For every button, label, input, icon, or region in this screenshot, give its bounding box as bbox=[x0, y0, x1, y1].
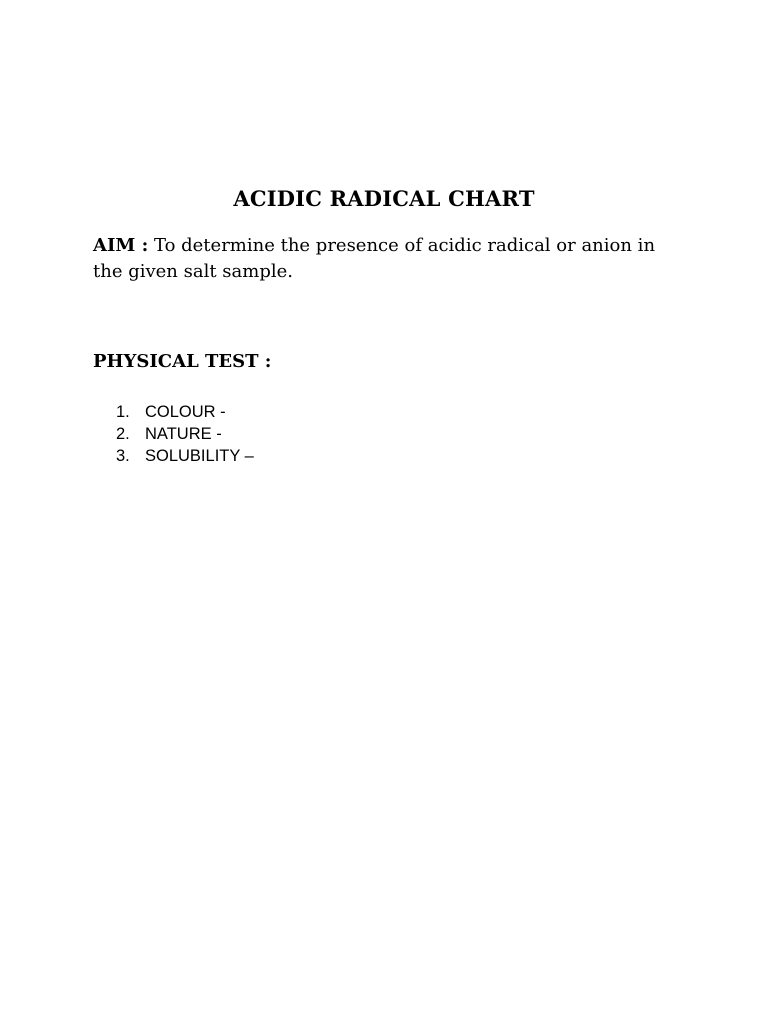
physical-test-list bbox=[116, 401, 254, 467]
physical-test-heading: PHYSICAL TEST : bbox=[93, 351, 272, 372]
list-item-number: 1. bbox=[116, 403, 130, 421]
list-item-label: SOLUBILITY – bbox=[145, 447, 254, 465]
page-title: ACIDIC RADICAL CHART bbox=[233, 186, 535, 211]
aim-label: AIM : bbox=[93, 235, 149, 256]
aim-paragraph bbox=[93, 233, 673, 285]
list-item-label: NATURE - bbox=[145, 425, 222, 443]
aim-text: To determine the presence of acidic radical or anion in the given salt sample. bbox=[93, 235, 656, 282]
list-item-number: 2. bbox=[116, 425, 130, 443]
list-item-number: 3. bbox=[116, 447, 130, 465]
list-item bbox=[116, 401, 254, 423]
list-item-label: COLOUR - bbox=[145, 403, 226, 421]
list-item bbox=[116, 445, 254, 467]
list-item bbox=[116, 423, 254, 445]
